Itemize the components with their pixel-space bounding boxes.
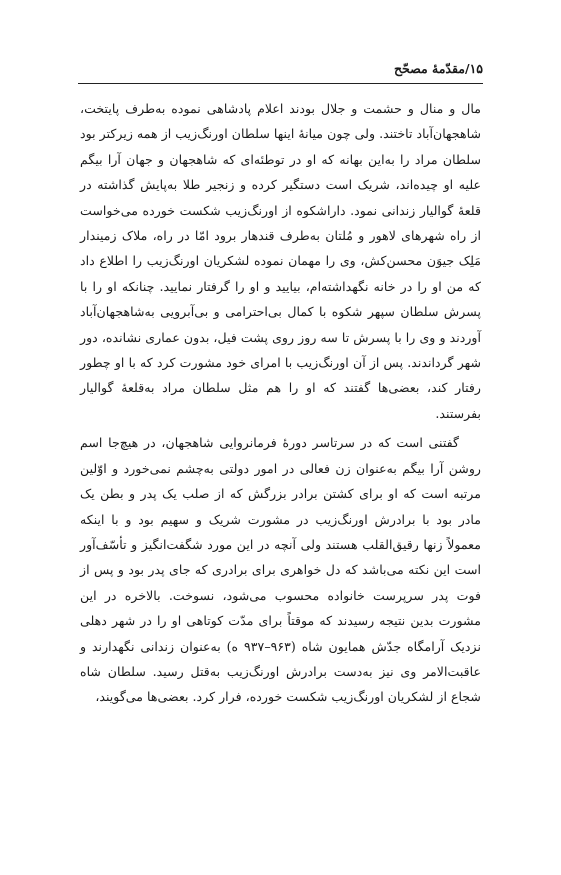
header-rule [78,83,483,84]
paragraph: گفتنی است که در سرتاسر دورهٔ فرمانروایی شاهجهان، در هیچ‌جا اسم روشن آرا بیگم به‌عنوان زن فعالی در امور دولتی به‌چشم نمی‌خورد و اوّلین مرتبه است که او برای کشتن برادر بزرگش که از صلب یک پدر و بطن یک مادر بود با برادرش اورنگ‌زیب در مشورت شریک و سهیم بود و با اینکه معمولاً زنها رقیق‌القلب هستند ولی آنچه در این مورد شگفت‌انگیز و تأسّف‌آور است این نکته می‌باشد که دل خواهری برای برادری که جای پدر بود و پس از فوت پدر سرپرست خانواده محسوب می‌شود، نسوخت. بالاخره در این مشورت بدین نتیجه رسیدند که موقتاً برای مدّت کوتاهی او را در شهر دهلی نزدیک آرامگاه جدّش همایون شاه (۹۶۳–۹۳۷ ه) به‌عنوان زندانی نگهدارند و عاقبت‌الامر وی نیز به‌دست برادرش اورنگ‌زیب به‌قتل رسید. سلطان شاه شجاع از لشکریان اورنگ‌زیب شکست خورده، فرار کرد. بعضی‌ها می‌گویند، [80,435,481,705]
running-header: ۱۵/مقدّمهٔ مصحّح [393,61,483,76]
body-text [80,96,481,710]
paragraph: مال و منال و حشمت و جلال بودند اعلام پادشاهی نموده به‌طرف پایتخت، شاهجهان‌آباد تاختند. ولی چون میانهٔ اینها سلطان اورنگ‌زیب از همه زیرکتر بود سلطان مراد را به‌این بهانه که او در توطئه‌ای که شاهجهان و جهان آرا بیگم علیه او چیده‌اند، شریک است دستگیر کرده و زنجیر طلا به‌پایش گذاشته در قلعهٔ گوالیار زندانی نمود. داراشکوه از اورنگ‌زیب شکست خورده می‌خواست از راه شهرهای لاهور و مُلتان به‌طرف قندهار برود امّا در راه، ملاک زمیندار مَلِک جیوَن محسن‌کش، وی را مهمان نموده لشکریان اورنگ‌زیب را اطلاع داد که من او را در خانه نگهداشته‌ام، بیایید و او را گرفتار نمایید. چنانکه او را با پسرش سلطان سپهر شکوه با کمال بی‌احترامی و بی‌آبرویی به‌شاهجهان‌آباد آوردند و وی را با پسرش تا سه روز روی پشت فیل، بدون عماری نشانده، دور شهر گرداندند. پس از آن اورنگ‌زیب با امرای خود مشورت کرد که با او چطور رفتار کند، بعضی‌ها گفتند که او را هم مثل سلطان مراد به‌قلعهٔ گوالیار بفرستند. [80,101,481,421]
